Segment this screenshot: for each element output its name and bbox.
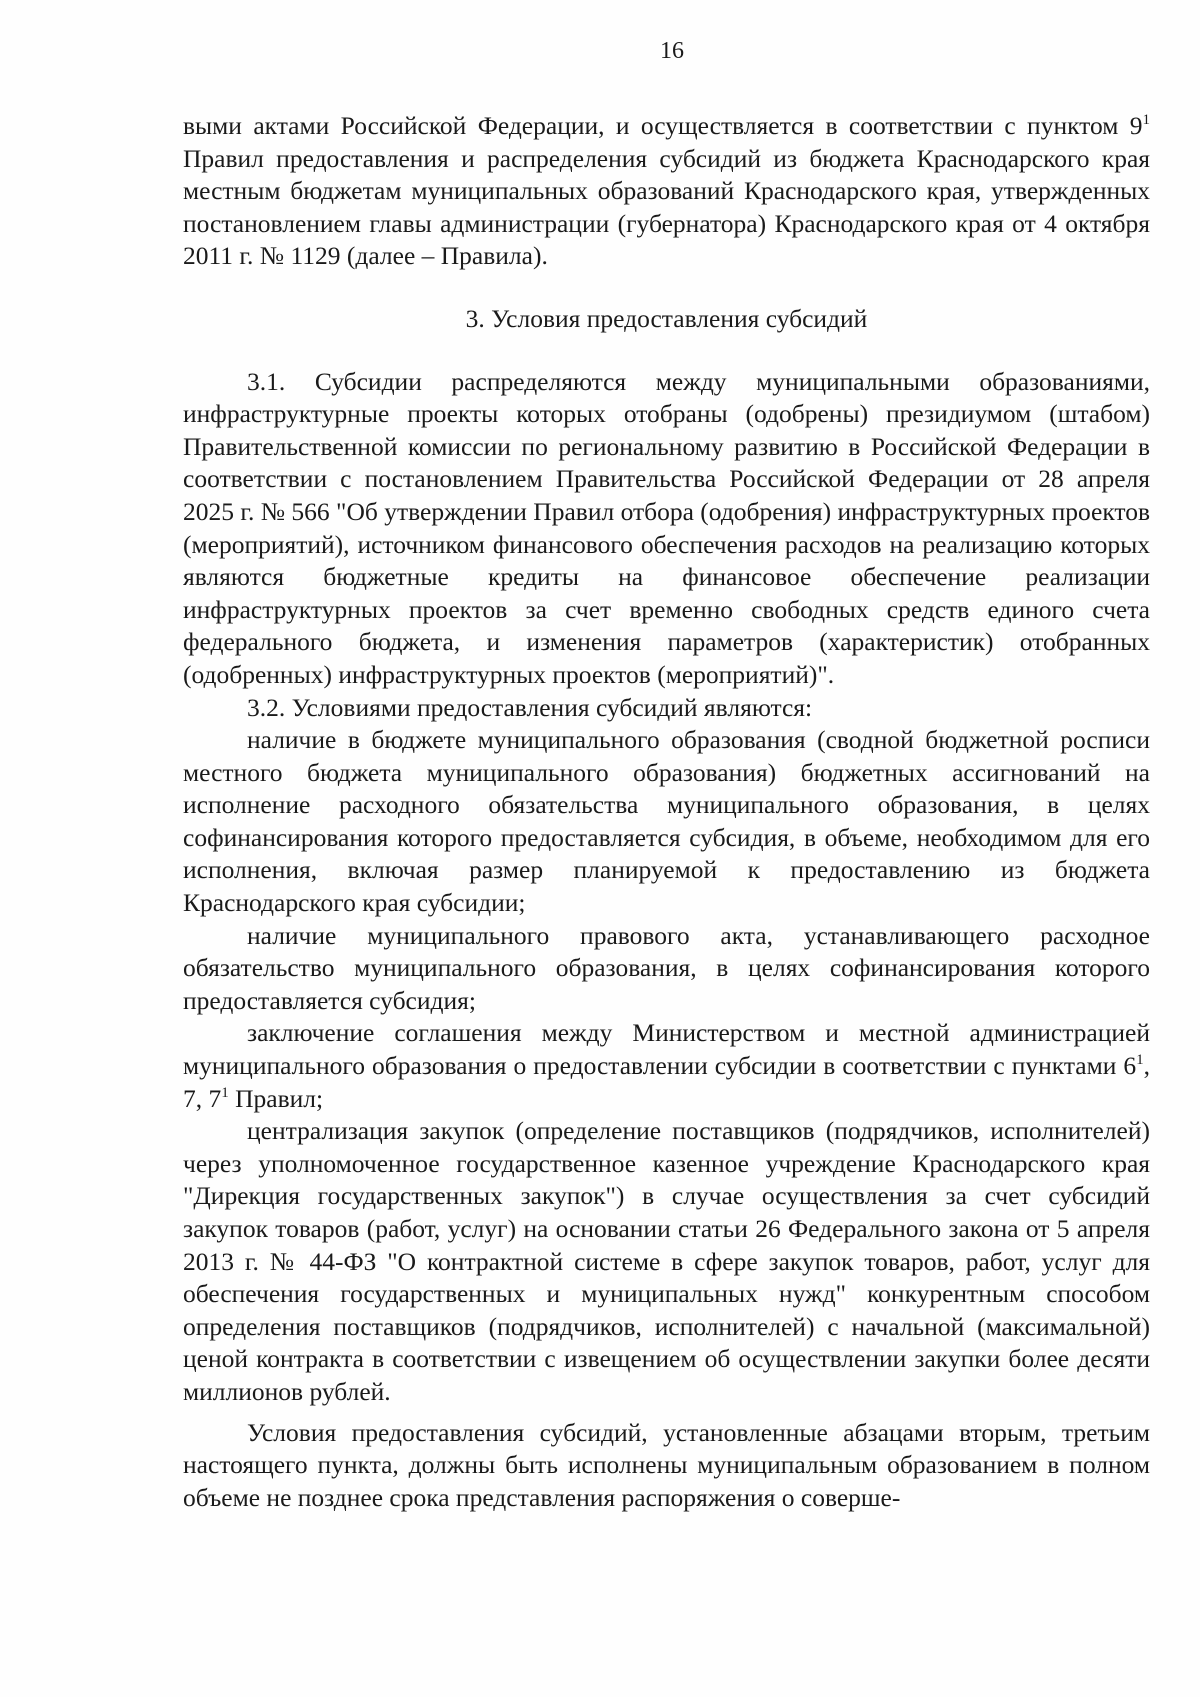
section-heading: 3. Условия предоставления субсидий — [465, 303, 868, 333]
condition-budget-allocations: наличие в бюджете муниципального образования (сводной бюджетной росписи местного бюджета муниципального образования) бюджетных ассигнований на исполнение расходного обязательства муниципального образования, в целях софинансирования которого предоставляется субсидия, в объеме, необходимом для его исполнения, включая размер планируемой к предоставлению из бюджета Краснодарского края субсидии; — [183, 725, 1150, 918]
document-body — [183, 110, 1150, 1514]
paragraph-3-1: 3.1. Субсидии распределяются между муниципальными образованиями, инфраструктурные проекты которых отобраны (одобрены) президиумом (штабом) Правительственной комиссии по региональному развитию в Российской Федерации в соответствии с постановлением Правительства Российской Федерации от 28 апреля 2025 г. № 566 "Об утверждении Правил отбора (одобрения) инфраструктурных проектов (мероприятий), источником финансового обеспечения расходов на реализацию которых являются бюджетные кредиты на финансовое обеспечение реализации инфраструктурных проектов за счет временно свободных средств единого счета федерального бюджета, и изменения параметров (характеристик) отобранных (одобренных) инфраструктурных проектов (мероприятий)". — [183, 366, 1150, 689]
condition-legal-act: наличие муниципального правового акта, устанавливающего расходное обязательство муниципального образования, в целях софинансирования которого предоставляется субсидия; — [183, 920, 1150, 1015]
paragraph-conditions-fulfillment: Условия предоставления субсидий, установленные абзацами вторым, третьим настоящего пункта, должны быть исполнены муниципальным образованием в полном объеме не позднее срока представления распоряжения о соверше- — [183, 1417, 1150, 1512]
condition-centralized-procurement: централизация закупок (определение поставщиков (подрядчиков, исполнителей) через уполномоченное государственное казенное учреждение Краснодарского края "Дирекция государственных закупок") в случае осуществления за счет субсидий закупок товаров (работ, услуг) на основании статьи 26 Федерального закона от 5 апреля 2013 г. № 44-ФЗ "О контрактной системе в сфере закупок товаров, работ, услуг для обеспечения государственных и муниципальных нужд" конкурентным способом определения поставщиков (подрядчиков, исполнителей) с начальной (максимальной) ценой контракта в соответствии с извещением об осуществлении закупки более десяти миллионов рублей. — [183, 1116, 1150, 1406]
paragraph-3-2: 3.2. Условиями предоставления субсидий являются: — [247, 692, 813, 722]
paragraph-continuation: выми актами Российской Федерации, и осуществляется в соответствии с пунктом $9^1$ Правил предоставления и распределения субсидий из бюджета Краснодарского края местным бюджетам муниципальных образований Краснодарского края, утвержденных постановлением главы администрации (губернатора) Краснодарского края от 4 октября 2011 г. № 1129 (далее – Правила). — [183, 111, 1150, 271]
page-number: 16 — [660, 38, 684, 64]
condition-agreement: заключение соглашения между Министерством и местной администрацией муниципального образования о предоставлении субсидии в соответствии с пунктами $6^1$, 7, $7^1$ Правил; — [183, 1018, 1150, 1113]
